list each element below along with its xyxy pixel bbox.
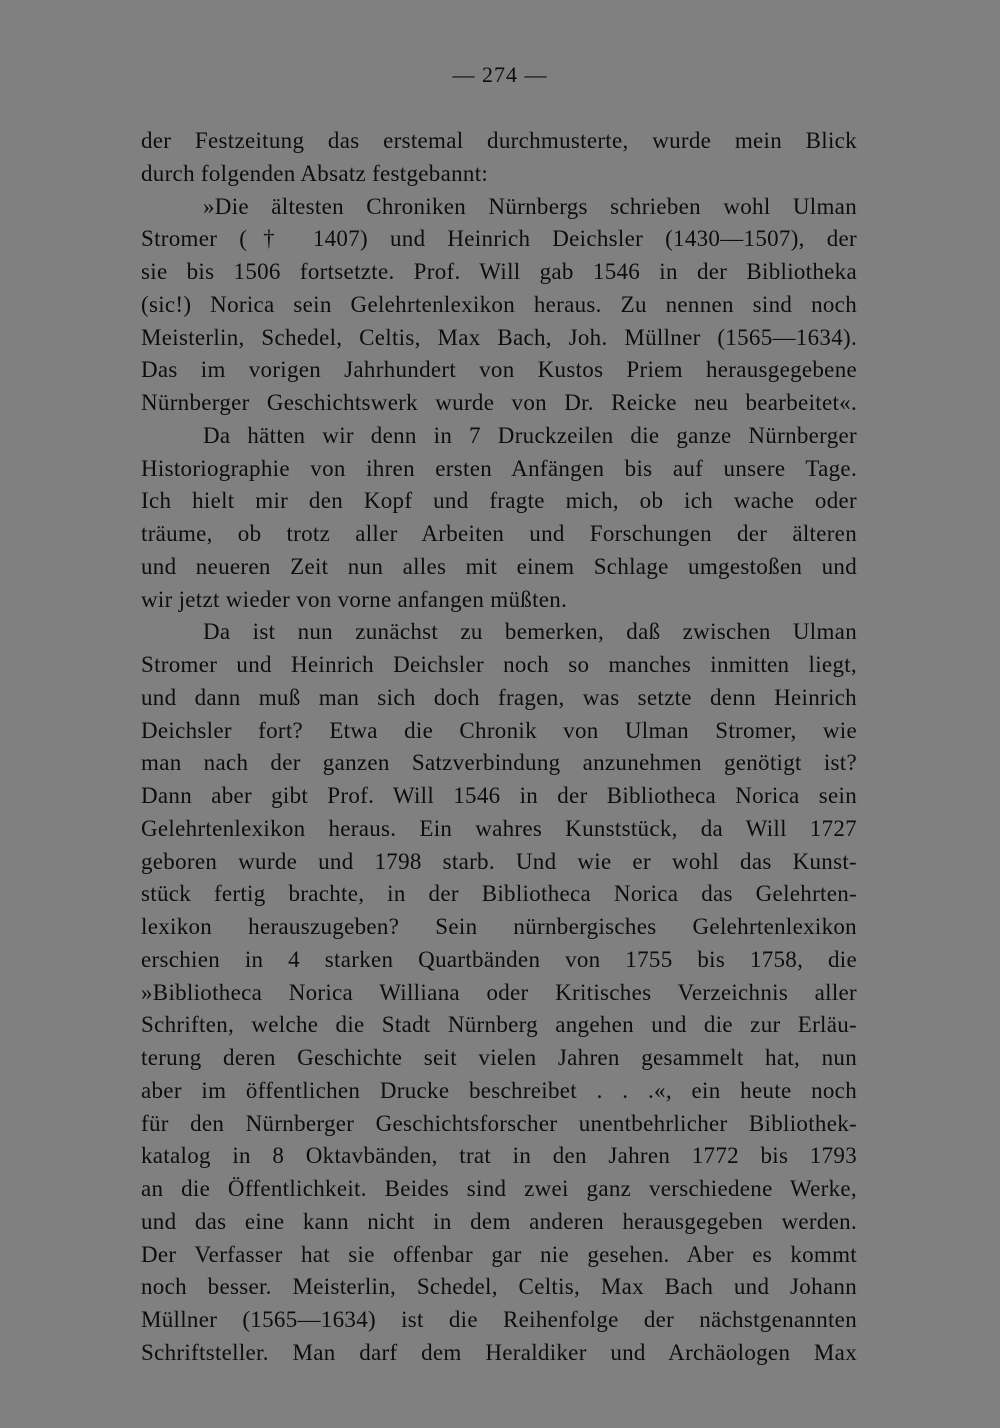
text-line: und dann muß man sich doch fragen, was setzte denn Heinrich — [141, 684, 857, 710]
page-number: — 274 — — [452, 62, 548, 87]
text-line: Gelehrtenlexikon heraus. Ein wahres Kunststück, da Will 1727 — [141, 815, 857, 841]
text-line: Schriften, welche die Stadt Nürnberg angehen und die zur Erläu- — [141, 1012, 857, 1038]
text-line: Nürnberger Geschichtswerk wurde von Dr. Reicke neu bearbeitet«. — [141, 390, 857, 415]
text-line: träume, ob trotz aller Arbeiten und Forschungen der älteren — [141, 521, 857, 546]
text-line: sie bis 1506 fortsetzte. Prof. Will gab 1546 in der Bibliotheka — [141, 259, 857, 284]
text-line: Ich hielt mir den Kopf und fragte mich, ob ich wache oder — [141, 488, 857, 514]
text-line: Deichsler fort? Etwa die Chronik von Ulman Stromer, wie — [141, 717, 857, 743]
text-line: Stromer und Heinrich Deichsler noch so manches inmitten liegt, — [141, 652, 857, 677]
body-text — [141, 125, 857, 1370]
text-line: und das eine kann nicht in dem anderen herausgegeben werden. — [141, 1208, 857, 1234]
text-line: »Die ältesten Chroniken Nürnbergs schrieben wohl Ulman — [203, 193, 857, 219]
text-line: wir jetzt wieder von vorne anfangen müßten. — [141, 586, 568, 612]
text-line: Dann aber gibt Prof. Will 1546 in der Bibliotheca Norica sein — [141, 783, 857, 808]
text-line: terung deren Geschichte seit vielen Jahren gesammelt hat, nun — [141, 1045, 857, 1070]
text-line: lexikon herauszugeben? Sein nürnbergisches Gelehrtenlexikon — [141, 914, 857, 939]
text-line: »Bibliotheca Norica Williana oder Kritisches Verzeichnis aller — [141, 979, 857, 1005]
text-line: Historiographie von ihren ersten Anfängen bis auf unsere Tage. — [141, 455, 857, 481]
text-line: Da ist nun zunächst zu bemerken, daß zwischen Ulman — [203, 619, 857, 645]
text-line: stück fertig brachte, in der Bibliotheca Norica das Gelehrten- — [141, 881, 857, 907]
text-line: Müllner (1565—1634) ist die Reihenfolge der nächstgenannten — [141, 1307, 857, 1332]
text-line: noch besser. Meisterlin, Schedel, Celtis, Max Bach und Johann — [141, 1274, 857, 1300]
text-line: Stromer († 1407) und Heinrich Deichsler (1430—1507), der — [141, 226, 857, 252]
text-line: (sic!) Norica sein Gelehrtenlexikon heraus. Zu nennen sind noch — [141, 291, 857, 317]
text-line: man nach der ganzen Satzverbindung anzunehmen genötigt ist? — [141, 750, 857, 776]
text-line: erschien in 4 starken Quartbänden von 1755 bis 1758, die — [141, 946, 857, 972]
text-line: Der Verfasser hat sie offenbar gar nie gesehen. Aber es kommt — [141, 1241, 857, 1267]
text-line: katalog in 8 Oktavbänden, trat in den Jahren 1772 bis 1793 — [141, 1143, 857, 1169]
text-line: an die Öffentlichkeit. Beides sind zwei ganz verschiedene Werke, — [141, 1176, 857, 1201]
text-line: Da hätten wir denn in 7 Druckzeilen die ganze Nürnberger — [203, 422, 857, 448]
text-line: Das im vorigen Jahrhundert von Kustos Priem herausgegebene — [141, 357, 857, 383]
text-line: der Festzeitung das erstemal durchmusterte, wurde mein Blick — [141, 128, 857, 153]
text-line: Meisterlin, Schedel, Celtis, Max Bach, Joh. Müllner (1565—1634). — [141, 324, 857, 350]
text-line: aber im öffentlichen Drucke beschreibet . . .«, ein heute noch — [141, 1077, 857, 1103]
text-line: und neueren Zeit nun alles mit einem Schlage umgestoßen und — [141, 553, 857, 579]
text-line: Schriftsteller. Man darf dem Heraldiker und Archäologen Max — [141, 1339, 857, 1365]
text-line: durch folgenden Absatz festgebannt: — [141, 160, 489, 186]
text-line: geboren wurde und 1798 starb. Und wie er wohl das Kunst- — [141, 848, 857, 874]
text-line: für den Nürnberger Geschichtsforscher unentbehrlicher Bibliothek- — [141, 1110, 857, 1136]
